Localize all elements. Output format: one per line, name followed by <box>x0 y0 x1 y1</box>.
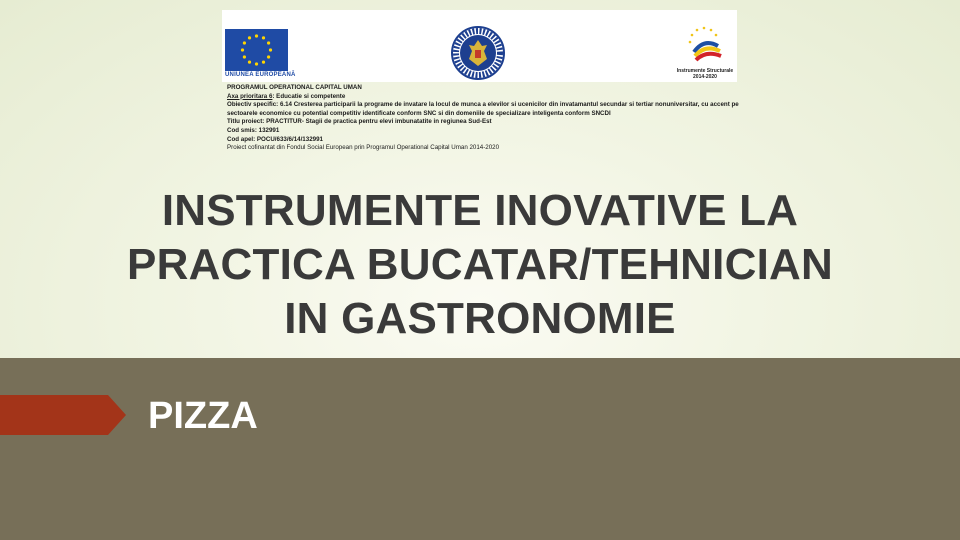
is-label-line2: 2014-2020 <box>693 74 717 80</box>
title-line-1: INSTRUMENTE INOVATIVE LA <box>161 186 799 235</box>
priority-axis <box>227 93 742 102</box>
title-line-3: IN GASTRONOMIE <box>284 294 676 343</box>
specific-objective: Obiectiv specific: 6.14 Cresterea participarii la programe de invatare la locul de munca a elevilor si ucenicilor din invatamantul secundar si tertiar nonuniversitar, cu accent pe sectoarele economice cu potential competitiv identificate conform SNC si din domeniile de specializare inteligenta conform SNCDI <box>227 101 739 117</box>
accent-arrow-shape <box>0 395 126 435</box>
smis-code: Cod smis: 132991 <box>227 126 280 134</box>
eu-label: UNIUNEA EUROPEANĂ <box>225 72 296 78</box>
funding-logos-banner <box>222 10 737 82</box>
government-seal-icon <box>451 26 505 80</box>
eu-flag-icon <box>225 29 288 71</box>
structural-instruments-label <box>670 68 740 80</box>
title-line-2: PRACTICA BUCATAR/TEHNICIAN <box>127 240 833 289</box>
structural-instruments-logo-icon <box>674 22 734 70</box>
priority-axis-text: : Educatie si competente <box>272 92 346 100</box>
slide-background-band <box>0 358 960 540</box>
call-code: Cod apel: POCU/633/6/14/132991 <box>227 135 323 143</box>
slide-subtitle: PIZZA <box>148 395 258 437</box>
slide-title <box>80 184 880 346</box>
program-name: PROGRAMUL OPERATIONAL CAPITAL UMAN <box>227 84 362 91</box>
is-label-line1: Instrumente Structurale <box>676 68 734 74</box>
project-title: Titlu proiect: PRACTITUR- Stagii de practica pentru elevi imbunatatite in regiunea Sud-Est <box>227 118 492 126</box>
project-info-block <box>227 84 742 153</box>
priority-axis-prefix: Axa prioritara 6 <box>227 92 273 100</box>
cofinancing-note: Proiect cofinantat din Fondul Social European prin Programul Operational Capital Uman 2014-2020 <box>227 144 500 152</box>
